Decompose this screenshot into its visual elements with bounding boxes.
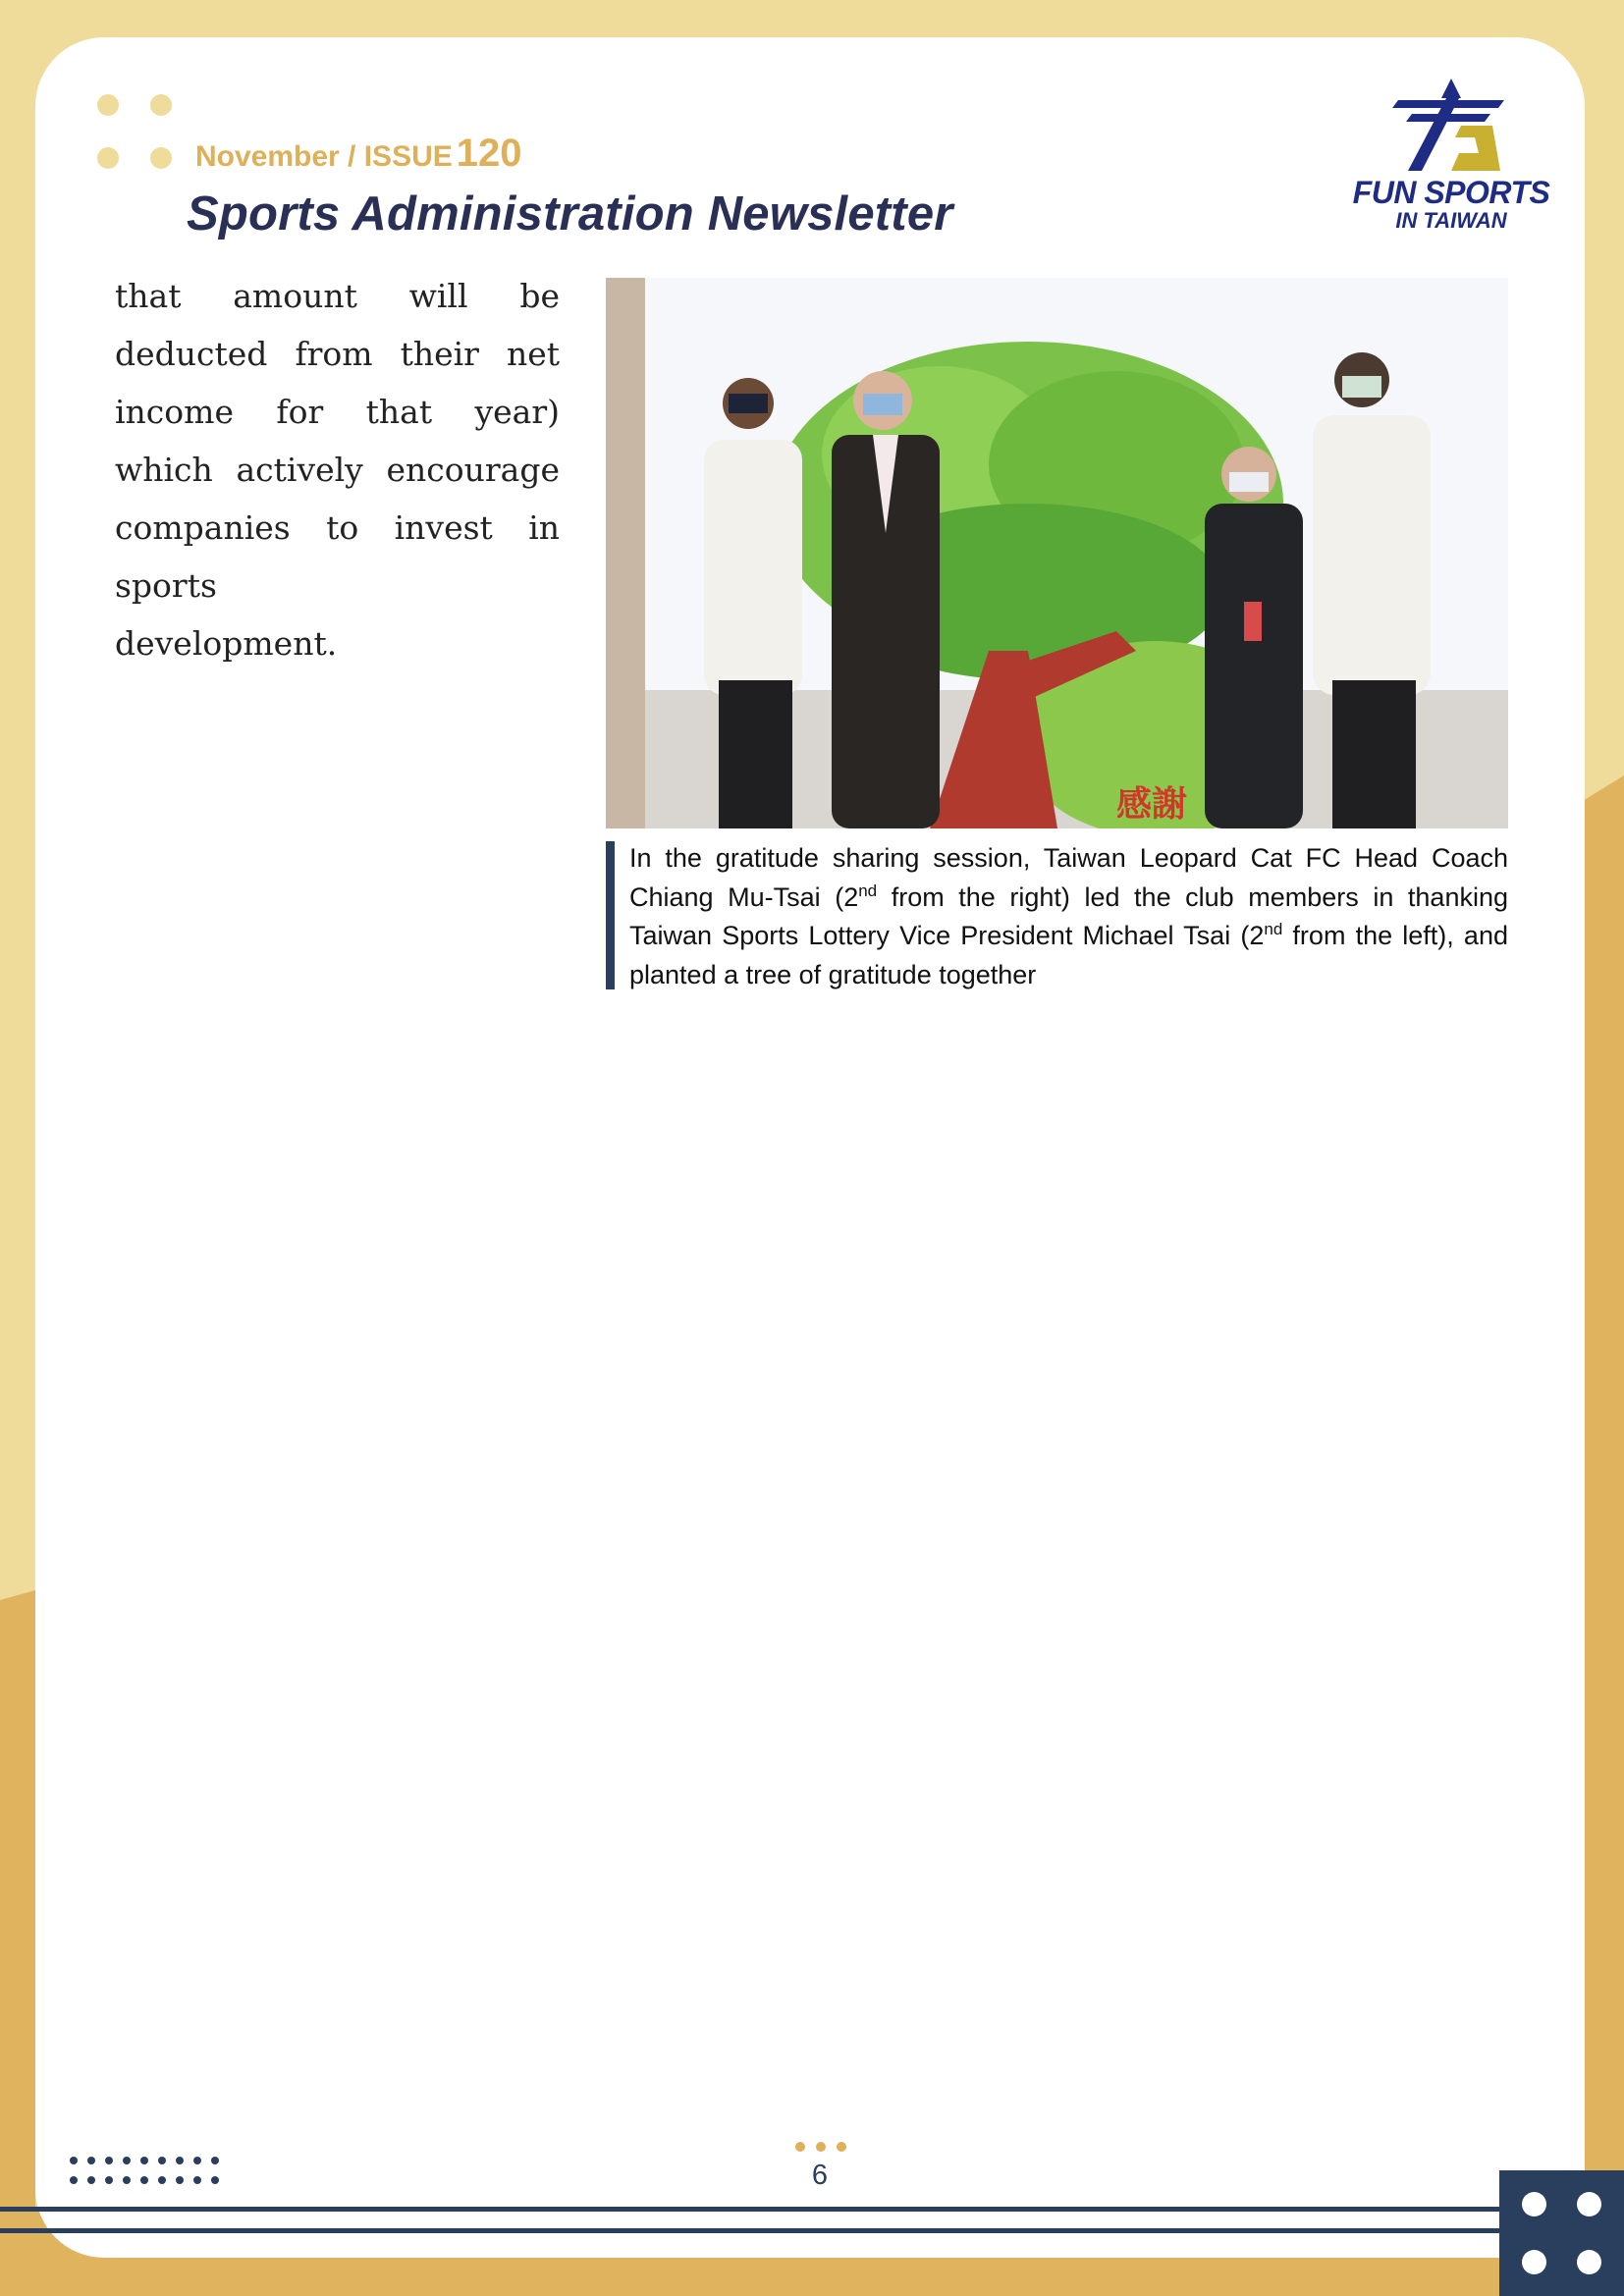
caption-text: from the left), and planted a tree of gratitude together	[629, 921, 1508, 989]
footer-lines	[0, 2199, 1624, 2248]
body-line: from their net income for that	[115, 335, 560, 431]
header-dot	[97, 147, 119, 169]
corner-dots-block	[1499, 2170, 1624, 2296]
corner-dot	[1577, 2250, 1601, 2274]
body-line: development.	[115, 624, 338, 663]
logo-title: FUN SPORTS	[1352, 175, 1550, 210]
issue-label	[195, 132, 522, 176]
body-line: year) which actively encourage	[115, 393, 560, 489]
photo-caption	[629, 839, 1508, 994]
issue-number: 120	[456, 132, 522, 175]
issue-prefix: November / ISSUE	[195, 140, 453, 173]
event-photo	[606, 278, 1508, 828]
article-body	[115, 267, 560, 672]
header-dot	[150, 94, 172, 116]
tree-text: 感謝	[1116, 783, 1188, 825]
caption-superscript: nd	[858, 881, 878, 900]
header-dot	[97, 94, 119, 116]
caption-superscript: nd	[1264, 920, 1283, 938]
page-number: 6	[811, 2160, 829, 2191]
corner-dot	[1522, 2192, 1546, 2216]
corner-dot	[1522, 2250, 1546, 2274]
corner-dot	[1577, 2192, 1601, 2216]
logo-subtitle: IN TAIWAN	[1395, 208, 1507, 233]
caption-text: In the gratitude sharing session, Taiwan Leopard Cat FC Head Coach Chiang Mu-Tsai (2	[629, 843, 1508, 912]
caption-text: from the right) led the club members in thanking Taiwan Sports Lottery Vice President Michael Tsai (2	[629, 881, 1508, 950]
caption-bar	[606, 841, 615, 989]
body-line: companies to invest in sports	[115, 508, 560, 605]
header-dot	[150, 147, 172, 169]
body-line: that amount will be deducted	[115, 277, 560, 373]
page-number-dots	[793, 2140, 848, 2154]
footer-dots-decoration	[69, 2156, 226, 2195]
newsletter-title: Sports Administration Newsletter	[187, 187, 953, 240]
